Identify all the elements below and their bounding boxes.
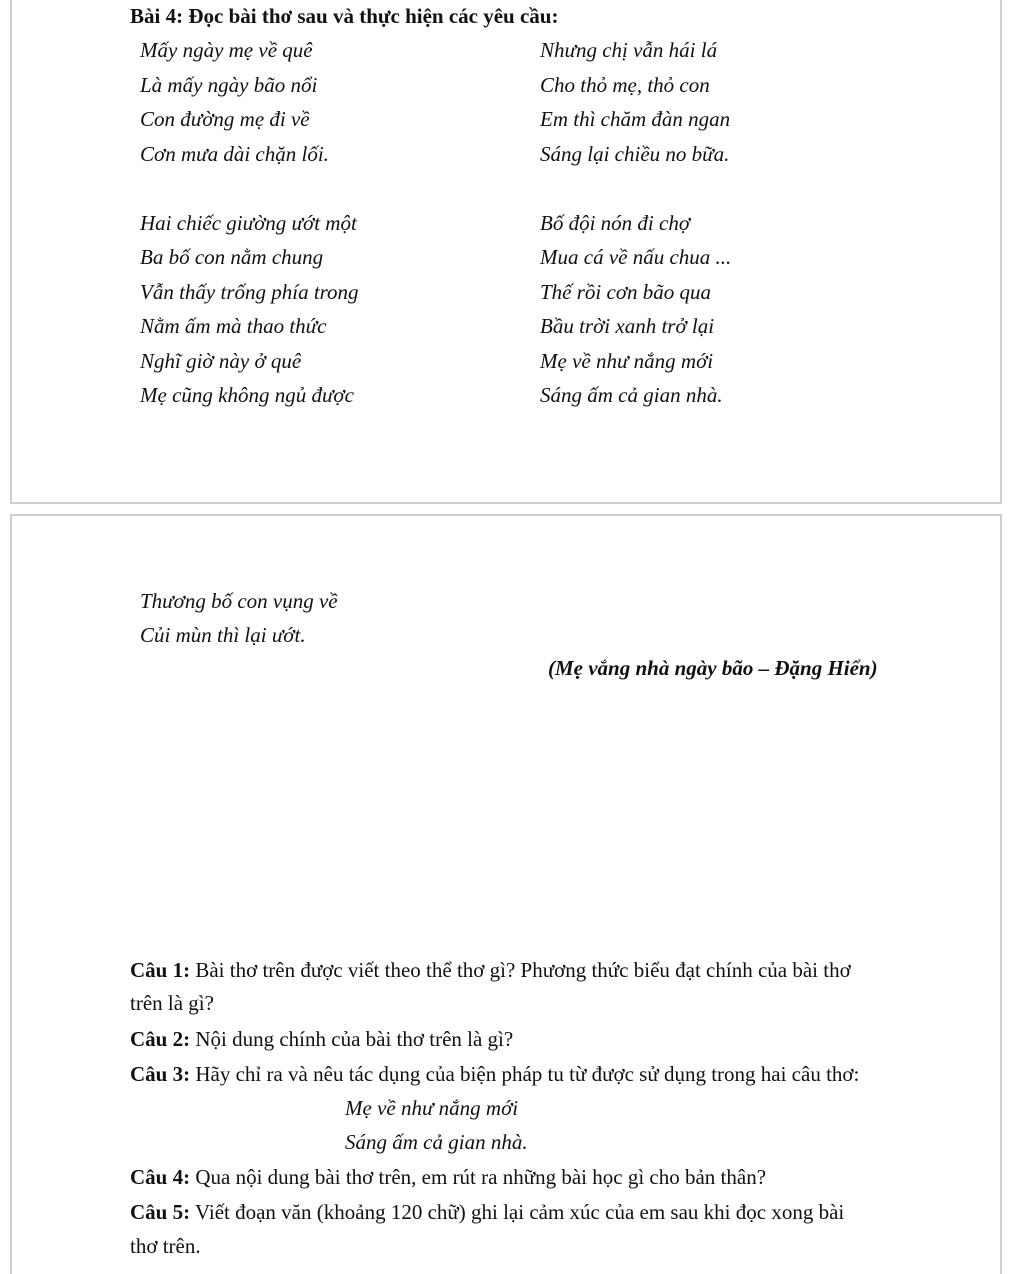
- question-label: Câu 3:: [130, 1062, 191, 1086]
- question-label: Câu 2:: [130, 1027, 191, 1051]
- poem-line: Thế rồi cơn bão qua: [540, 280, 712, 304]
- poem-line: Bầu trời xanh trở lại: [540, 314, 715, 338]
- poem-line: Sáng ấm cả gian nhà.: [540, 383, 723, 407]
- poem-line: Mấy ngày mẹ về quê: [140, 38, 313, 62]
- quoted-verse: Mẹ về như nắng mới: [345, 1096, 519, 1120]
- question-2: [130, 1027, 513, 1052]
- quoted-verse: Sáng ấm cả gian nhà.: [345, 1130, 528, 1154]
- question-text: Viết đoạn văn (khoảng 120 chữ) ghi lại cảm xúc của em sau khi đọc xong bài: [190, 1200, 845, 1224]
- question-label: Câu 5:: [130, 1200, 191, 1224]
- question-3: [130, 1062, 859, 1087]
- question-text: Qua nội dung bài thơ trên, em rút ra những bài học gì cho bản thân?: [190, 1165, 767, 1189]
- question-label: Câu 4:: [130, 1165, 191, 1189]
- poem-line: Ba bố con nằm chung: [140, 245, 324, 269]
- poem-line: Sáng lại chiều no bữa.: [540, 142, 730, 166]
- poem-line: Là mấy ngày bão nổi: [140, 73, 318, 97]
- poem-line: Thương bố con vụng về: [140, 589, 338, 613]
- poem-line: Nằm ấm mà thao thức: [140, 314, 327, 338]
- exercise-heading: Bài 4: Đọc bài thơ sau và thực hiện các yêu cầu:: [130, 4, 559, 28]
- question-4: [130, 1165, 766, 1190]
- poem-line: Củi mùn thì lại ướt.: [140, 623, 306, 647]
- question-text: Bài thơ trên được viết theo thể thơ gì? Phương thức biểu đạt chính của bài thơ: [190, 958, 851, 982]
- question-1: [130, 958, 851, 983]
- poem-line: Cho thỏ mẹ, thỏ con: [540, 73, 710, 97]
- poem-line: Mẹ cũng không ngủ được: [140, 383, 354, 407]
- poem-line: Hai chiếc giường ướt một: [140, 211, 357, 235]
- poem-line: Em thì chăm đàn ngan: [540, 107, 731, 131]
- poem-line: Nhưng chị vẫn hái lá: [540, 38, 718, 62]
- poem-line: Bố đội nón đi chợ: [540, 211, 691, 235]
- poem-line: Con đường mẹ đi về: [140, 107, 310, 131]
- question-5-continued: thơ trên.: [130, 1234, 201, 1258]
- question-1-continued: trên là gì?: [130, 991, 214, 1015]
- poem-line: Cơn mưa dài chặn lối.: [140, 142, 329, 166]
- question-text: Hãy chỉ ra và nêu tác dụng của biện pháp tu từ được sử dụng trong hai câu thơ:: [190, 1062, 860, 1086]
- poem-line: Mẹ về như nắng mới: [540, 349, 714, 373]
- poem-line: Nghĩ giờ này ở quê: [140, 349, 302, 373]
- question-text: Nội dung chính của bài thơ trên là gì?: [190, 1027, 514, 1051]
- question-5: [130, 1200, 844, 1225]
- poem-line: Mua cá về nấu chua ...: [540, 245, 732, 269]
- poem-source: (Mẹ vắng nhà ngày bão – Đặng Hiển): [548, 656, 878, 680]
- poem-line: Vẫn thấy trống phía trong: [140, 280, 359, 304]
- question-label: Câu 1:: [130, 958, 191, 982]
